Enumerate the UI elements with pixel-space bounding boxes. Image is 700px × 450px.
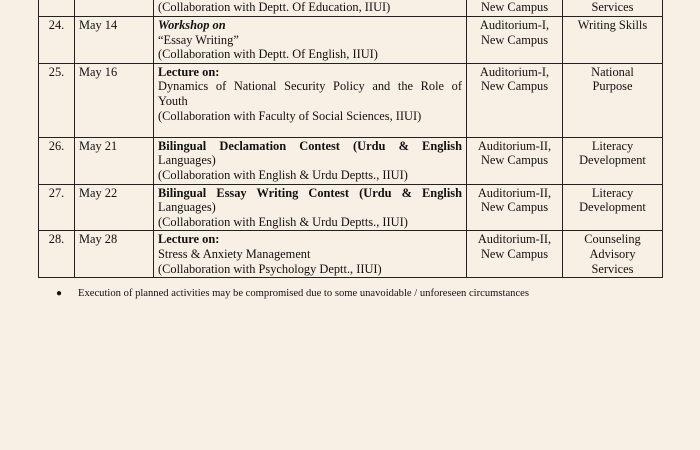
- row-purpose: [563, 184, 663, 231]
- row-purpose: [563, 63, 663, 137]
- venue-line: Auditorium-I,: [479, 18, 550, 32]
- activity-line: Languages): [158, 153, 216, 168]
- row-date: May 28: [75, 231, 154, 278]
- venue-line: New Campus: [480, 153, 549, 168]
- activity-line: (Collaboration with English & Urdu Deptts., IIUI): [158, 167, 408, 182]
- purpose-line: Purpose: [592, 79, 633, 94]
- activity-title: Bilingual Declamation Contest (Urdu & English: [158, 138, 462, 153]
- footnote-text: Execution of planned activities may be compromised due to some unavoidable / unforeseen circumstances: [78, 288, 529, 299]
- venue-line: New Campus: [480, 200, 549, 215]
- row-venue: [467, 17, 563, 64]
- row-activity: [154, 137, 467, 184]
- row-activity: [154, 231, 467, 278]
- row-purpose: [563, 231, 663, 278]
- table-row: [39, 231, 663, 278]
- row-date: May 21: [75, 137, 154, 184]
- activity-title: Lecture on:: [158, 64, 220, 79]
- row-purpose: [563, 137, 663, 184]
- row-number: 26.: [39, 137, 75, 184]
- venue-line: New Campus: [480, 246, 549, 261]
- row-date: May 16: [75, 63, 154, 137]
- purpose-line: Counseling: [584, 232, 641, 247]
- venue-line: Auditorium-I,: [479, 64, 550, 79]
- activity-line: (Collaboration with Deptt. Of English, IIUI): [158, 47, 378, 62]
- venue-line: Auditorium-II,: [477, 185, 552, 200]
- row-venue: [467, 184, 563, 231]
- activity-schedule-table: [38, 0, 663, 278]
- activity-line: Dynamics of National Security Policy and the Role of: [158, 79, 462, 94]
- row-venue: [467, 63, 563, 137]
- row-date: [75, 0, 154, 17]
- row-activity: [154, 0, 467, 17]
- row-date: May 22: [75, 184, 154, 231]
- purpose-line: Literacy: [591, 138, 634, 153]
- purpose-line: Advisory: [589, 246, 636, 261]
- activity-title: Lecture on:: [158, 232, 220, 247]
- row-venue: [467, 231, 563, 278]
- activity-title: Bilingual Essay Writing Contest (Urdu & English: [158, 185, 462, 200]
- venue-line: Auditorium-II,: [477, 138, 552, 153]
- table-row: [39, 0, 663, 17]
- activity-line: “Essay Writing”: [158, 32, 239, 47]
- table-row: [39, 17, 663, 64]
- table-row: [39, 63, 663, 137]
- bullet-icon: ●: [56, 288, 63, 299]
- purpose-line: Services: [591, 0, 634, 15]
- row-number: [39, 0, 75, 17]
- purpose-line: Writing Skills: [577, 18, 648, 32]
- row-activity: [154, 184, 467, 231]
- row-number: 27.: [39, 184, 75, 231]
- row-number: 28.: [39, 231, 75, 278]
- row-venue: [467, 0, 563, 17]
- purpose-line: Literacy: [591, 185, 634, 200]
- purpose-line: Development: [579, 153, 646, 168]
- activity-line: (Collaboration with English & Urdu Deptts., IIUI): [158, 214, 408, 229]
- venue-line: New Campus: [480, 0, 549, 15]
- row-activity: [154, 63, 467, 137]
- table-row: [39, 184, 663, 231]
- schedule-rows: [39, 0, 663, 278]
- activity-line: (Collaboration with Deptt. Of Education, IIUI): [158, 0, 391, 15]
- activity-line: (Collaboration with Psychology Deptt., IIUI): [158, 261, 382, 276]
- activity-line: Youth: [158, 93, 188, 108]
- row-number: 24.: [39, 17, 75, 64]
- venue-line: New Campus: [480, 79, 549, 94]
- row-activity: [154, 17, 467, 64]
- venue-line: Auditorium-II,: [477, 232, 552, 247]
- activity-title: Workshop on: [158, 18, 226, 32]
- purpose-line: Services: [591, 261, 634, 276]
- venue-line: New Campus: [480, 32, 549, 47]
- row-date: May 14: [75, 17, 154, 64]
- row-purpose: [563, 17, 663, 64]
- activity-line: Languages): [158, 200, 216, 215]
- footnote: [56, 288, 529, 299]
- row-venue: [467, 137, 563, 184]
- purpose-line: National: [591, 64, 634, 79]
- table-row: [39, 137, 663, 184]
- row-purpose: [563, 0, 663, 17]
- activity-line: Stress & Anxiety Management: [158, 246, 311, 261]
- activity-line: (Collaboration with Faculty of Social Sciences, IIUI): [158, 108, 422, 123]
- row-number: 25.: [39, 63, 75, 137]
- purpose-line: Development: [579, 200, 646, 215]
